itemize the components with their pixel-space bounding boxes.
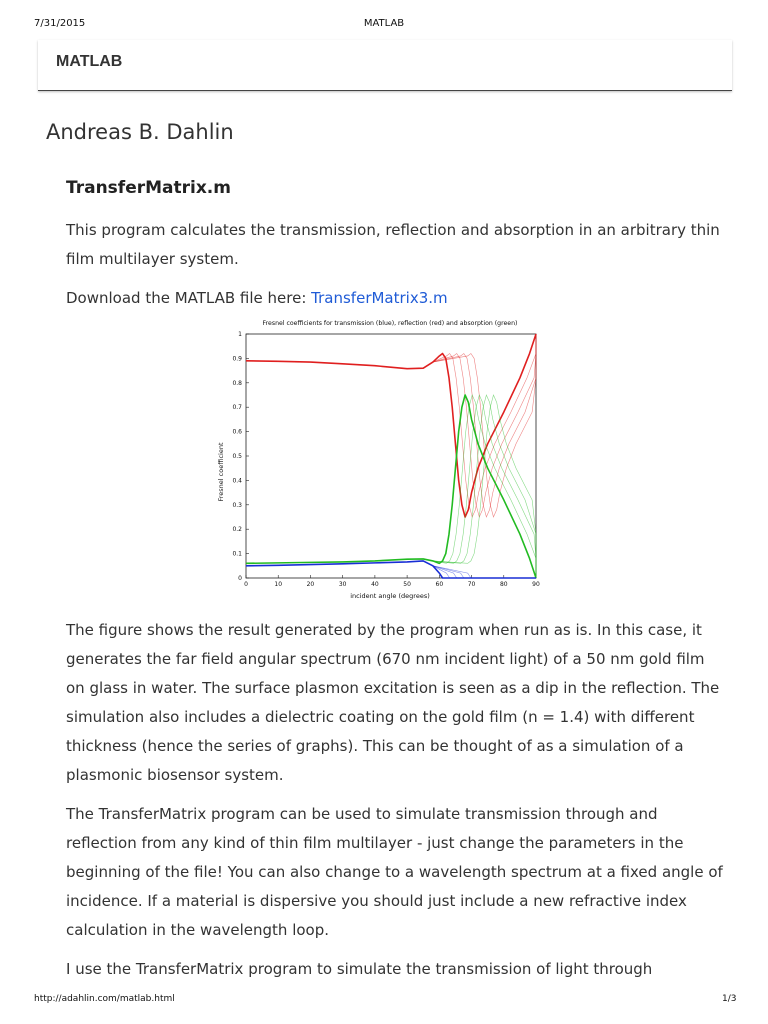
plot-area: [246, 334, 536, 578]
section-title: TransferMatrix.m: [66, 178, 231, 198]
x-tick-label: 50: [403, 581, 411, 588]
y-tick-label: 0.3: [232, 501, 242, 509]
x-tick-label: 0: [244, 581, 248, 588]
y-tick-label: 0.9: [232, 355, 242, 363]
x-tick-label: 80: [499, 581, 508, 588]
figure-description-paragraph: The figure shows the result generated by the program when run as is. In this case, it generates the far field angular spectrum (670 nm incident light) of a 50 nm gold film on glass in water. The surface plasmon excitation is seen as a dip in the reflection. The simulation also includes a dielectric coating on the gold film (n = 1.4) with different thickness (hence the series of graphs). This can be thought of as a simulation of a plasmonic biosensor system.: [66, 621, 720, 784]
chart-xlabel: incident angle (degrees): [350, 592, 430, 600]
author-name: Andreas B. Dahlin: [46, 120, 234, 144]
y-tick-label: 0.8: [232, 379, 242, 387]
x-tick-label: 40: [371, 581, 379, 588]
footer-page-number: 1/3: [722, 994, 737, 1004]
x-tick-label: 30: [338, 581, 347, 588]
site-header: [38, 40, 732, 91]
continuation-paragraph: I use the TransferMatrix program to simulate the transmission of light through: [66, 960, 653, 978]
x-tick-label: 60: [435, 581, 444, 588]
y-tick-label: 0.4: [232, 477, 242, 485]
y-tick-label: 0.7: [232, 404, 242, 412]
download-link[interactable]: TransferMatrix3.m: [311, 289, 448, 307]
y-tick-label: 1: [238, 331, 242, 338]
fresnel-chart: [212, 316, 546, 602]
y-tick-label: 0.6: [232, 428, 242, 436]
y-tick-label: 0.2: [232, 526, 242, 534]
footer-url: http://adahlin.com/matlab.html: [34, 994, 175, 1004]
print-date: 7/31/2015: [34, 18, 86, 29]
usage-paragraph: The TransferMatrix program can be used to simulate transmission through and reflection from any kind of thin film multilayer - just change the parameters in the beginning of the file! You can also change to a wavelength spectrum at a fixed angle of incidence. If a material is dispersive you should just include a new refractive index calculation in the wavelength loop.: [66, 805, 723, 939]
chart-svg: [212, 316, 546, 602]
chart-ylabel: Fresnel coefficient: [217, 442, 225, 502]
print-title: MATLAB: [363, 18, 405, 29]
y-tick-label: 0.5: [232, 453, 242, 460]
download-prefix: Download the MATLAB file here:: [66, 289, 312, 307]
chart-title: Fresnel coefficients for transmission (blue), reflection (red) and absorption (green): [262, 320, 518, 327]
x-tick-label: 20: [306, 581, 315, 588]
x-tick-label: 10: [274, 581, 283, 588]
download-line: [66, 284, 726, 313]
intro-paragraph: This program calculates the transmission, reflection and absorption in an arbitrary thin film multilayer system.: [66, 221, 720, 268]
site-title[interactable]: MATLAB: [56, 53, 123, 70]
y-tick-label: 0: [238, 575, 242, 582]
x-tick-label: 90: [532, 581, 540, 588]
x-tick-label: 70: [467, 581, 476, 588]
y-tick-label: 0.1: [232, 550, 242, 558]
